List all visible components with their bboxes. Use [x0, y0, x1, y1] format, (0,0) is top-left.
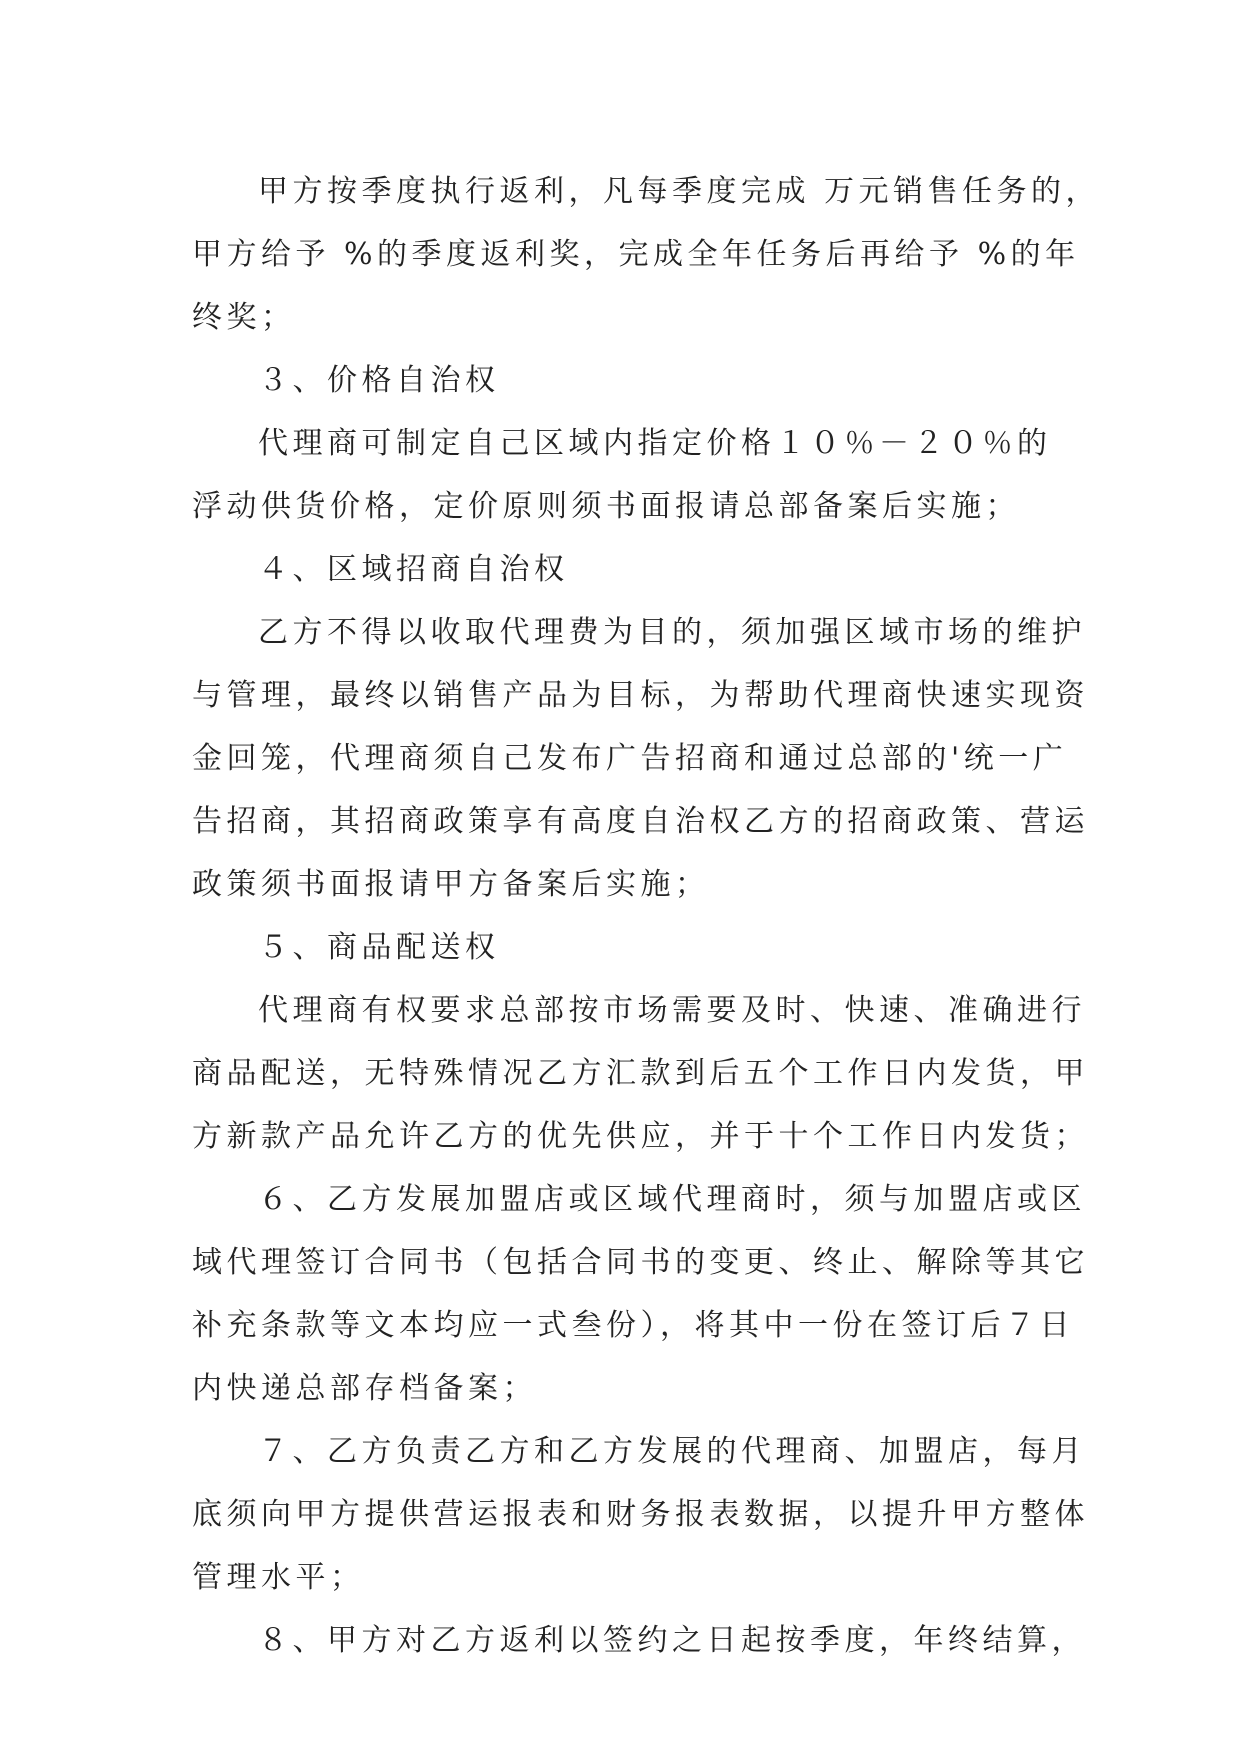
- document-body: [192, 160, 1101, 1672]
- paragraph-line: 管理水平；: [192, 1560, 365, 1595]
- paragraph-line: 商品配送，无特殊情况乙方汇款到后五个工作日内发货，甲: [192, 1056, 1089, 1091]
- paragraph-line: ６、乙方发展加盟店或区域代理商时，须与加盟店或区: [258, 1182, 1086, 1217]
- section-heading-regional-investment: ４、区域招商自治权: [258, 552, 569, 587]
- paragraph-line: 告招商，其招商政策享有高度自治权乙方的招商政策、营运: [192, 804, 1089, 839]
- paragraph-line: 终奖；: [192, 300, 296, 335]
- section-heading-price-autonomy: ３、价格自治权: [258, 363, 500, 398]
- paragraph-line: 浮动供货价格，定价原则须书面报请总部备案后实施；: [192, 489, 1020, 524]
- paragraph-line: ７、乙方负责乙方和乙方发展的代理商、加盟店，每月: [258, 1434, 1086, 1469]
- paragraph-line: 内快递总部存档备案；: [192, 1371, 537, 1406]
- paragraph-line: 代理商有权要求总部按市场需要及时、快速、准确进行: [258, 993, 1086, 1028]
- paragraph-line: 底须向甲方提供营运报表和财务报表数据，以提升甲方整体: [192, 1497, 1089, 1532]
- paragraph-line: 金回笼，代理商须自己发布广告招商和通过总部的'统一广: [192, 741, 1068, 776]
- paragraph-line: ８、甲方对乙方返利以签约之日起按季度，年终结算，: [258, 1623, 1086, 1658]
- paragraph-line: 补充条款等文本均应一式叁份），将其中一份在签订后７日: [192, 1308, 1074, 1343]
- paragraph-line: 域代理签订合同书（包括合同书的变更、终止、解除等其它: [192, 1245, 1089, 1280]
- paragraph-line: 甲方按季度执行返利，凡每季度完成 万元销售任务的，: [258, 174, 1101, 209]
- paragraph-line: 与管理，最终以销售产品为目标，为帮助代理商快速实现资: [192, 678, 1089, 713]
- paragraph-line: 甲方给予 %的季度返利奖，完成全年任务后再给予 %的年: [192, 237, 1080, 272]
- paragraph-line: 方新款产品允许乙方的优先供应，并于十个工作日内发货；: [192, 1119, 1089, 1154]
- section-heading-goods-delivery: ５、商品配送权: [258, 930, 500, 965]
- paragraph-line: 乙方不得以收取代理费为目的，须加强区域市场的维护: [258, 615, 1086, 650]
- paragraph-line: 政策须书面报请甲方备案后实施；: [192, 867, 710, 902]
- paragraph-line: 代理商可制定自己区域内指定价格１０％－２０％的: [258, 426, 1052, 461]
